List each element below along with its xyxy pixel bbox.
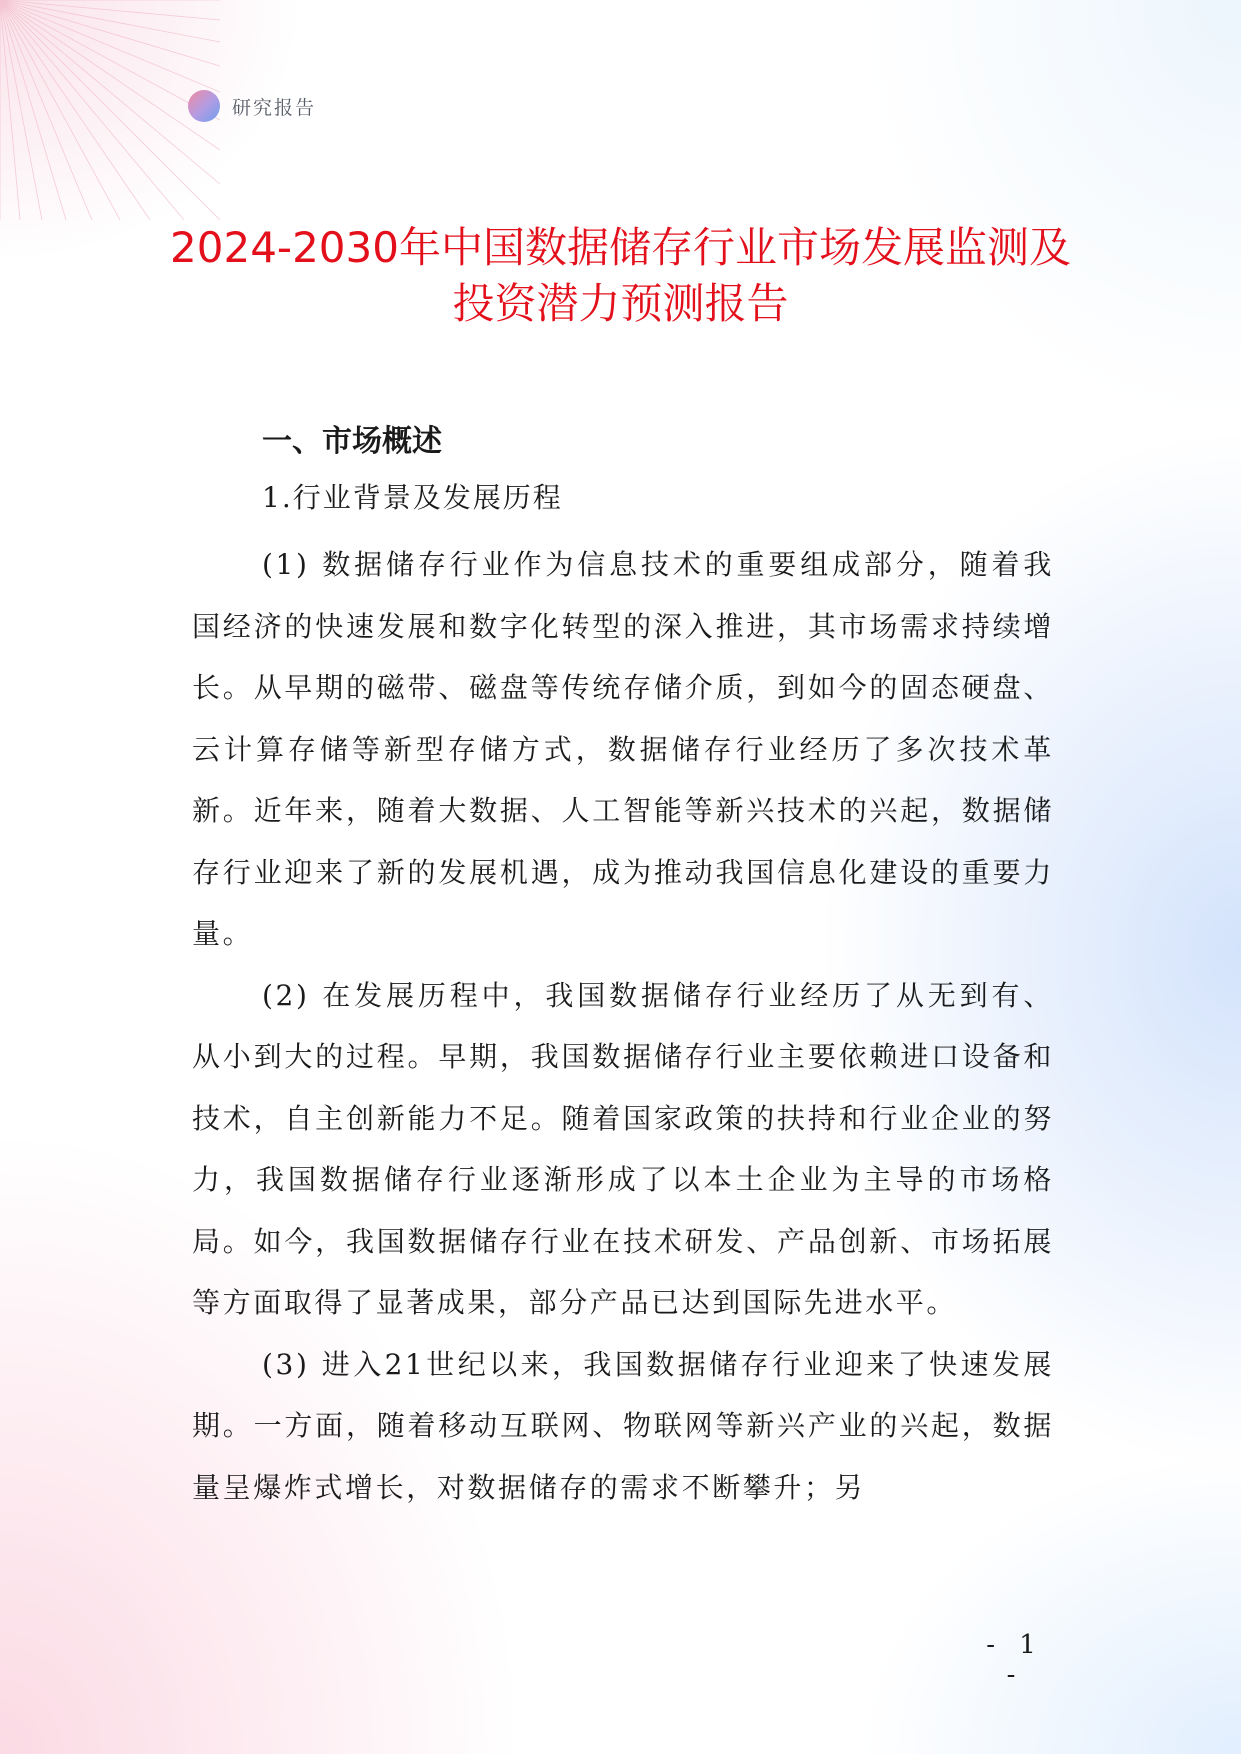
header-label: 研究报告 (232, 96, 317, 119)
document-body (192, 418, 1054, 1518)
page-number: - 1 - (986, 1630, 1044, 1690)
paragraph: (3) 进入21世纪以来，我国数据储存行业迎来了快速发展期。一方面，随着移动互联网、物联网等新兴产业的兴起，数据量呈爆炸式增长，对数据储存的需求不断攀升；另 (192, 1347, 1054, 1504)
decorative-corner-lines (0, 0, 220, 220)
paragraph: (1) 数据储存行业作为信息技术的重要组成部分，随着我国经济的快速发展和数字化转型的深入推进，其市场需求持续增长。从早期的磁带、磁盘等传统存储介质，到如今的固态硬盘、云计算存储等新型存储方式，数据储存行业经历了多次技术革新。近年来，随着大数据、人工智能等新兴技术的兴起，数据储存行业迎来了新的发展机遇，成为推动我国信息化建设的重要力量。 (192, 548, 1054, 950)
paragraph: (2) 在发展历程中，我国数据储存行业经历了从无到有、从小到大的过程。早期，我国数据储存行业主要依赖进口设备和技术，自主创新能力不足。随着国家政策的扶持和行业企业的努力，我国数据储存行业逐渐形成了以本土企业为主导的市场格局。如今，我国数据储存行业在技术研发、产品创新、市场拓展等方面取得了显著成果，部分产品已达到国际先进水平。 (192, 978, 1054, 1319)
document-title: 2024-2030年中国数据储存行业市场发展监测及投资潜力预测报告 (170, 223, 1071, 328)
section-heading: 一、市场概述 (262, 424, 442, 459)
logo-icon (188, 90, 220, 122)
report-header (188, 88, 316, 124)
subsection-heading: 1.行业背景及发展历程 (262, 481, 563, 514)
